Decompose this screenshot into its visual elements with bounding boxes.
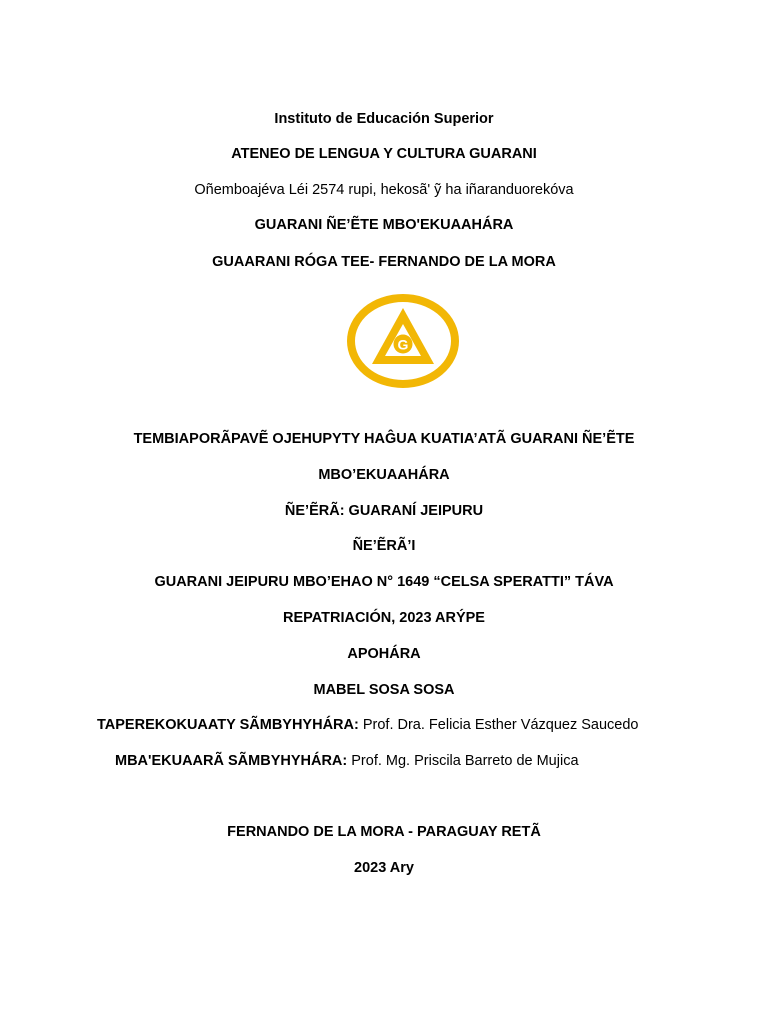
author-label: APOHÁRA (347, 646, 421, 662)
teacher-label: MBA'EKUAARÃ SÃMBYHYHÁRA: (115, 753, 348, 769)
subject: ÑE’ẼRÃ: GUARANÍ JEIPURU (284, 503, 484, 519)
program-name: GUARANI ÑE’ẼTE MBO'EKUAAHÁRA (254, 217, 514, 233)
tutor-line (97, 716, 639, 734)
title-line-1: TEMBIAPORÃPAVẼ OJEHUPYTY HAĜUA KUATIA’ATÃ GUARANI ÑE’ẼTE (133, 431, 635, 447)
tutor-name: Prof. Dra. Felicia Esther Vázquez Saucedo (358, 717, 639, 733)
triangle-g-emblem-icon (347, 294, 459, 388)
title-line-2: MBO’EKUAAHÁRA (318, 467, 450, 483)
footer-location: FERNANDO DE LA MORA - PARAGUAY RETÃ (227, 824, 541, 840)
branch-name: GUAARANI RÓGA TEE- FERNANDO DE LA MORA (212, 254, 556, 270)
teacher-name: Prof. Mg. Priscila Barreto de Mujica (347, 753, 579, 769)
footer-year: 2023 Ary (354, 860, 414, 876)
sub-subject: ÑE’ẼRÃ’I (352, 538, 416, 554)
teacher-line (115, 752, 579, 770)
place-year: REPATRIACIÓN, 2023 ARÝPE (283, 610, 485, 626)
logo-letter: G (397, 336, 409, 353)
ateneo-name: ATENEO DE LENGUA Y CULTURA GUARANI (231, 146, 537, 162)
school-name: GUARANI JEIPURU MBO’EHAO N° 1649 “CELSA SPERATTI” TÁVA (154, 574, 614, 590)
author-name: MABEL SOSA SOSA (313, 682, 455, 698)
tutor-label: TAPEREKOKUAATY SÃMBYHYHÁRA: (97, 717, 359, 733)
law-statement: Oñemboajéva Léi 2574 rupi, hekosã' ỹ ha iñaranduorekóva (194, 182, 574, 198)
institute-name: Instituto de Educación Superior (274, 111, 494, 127)
